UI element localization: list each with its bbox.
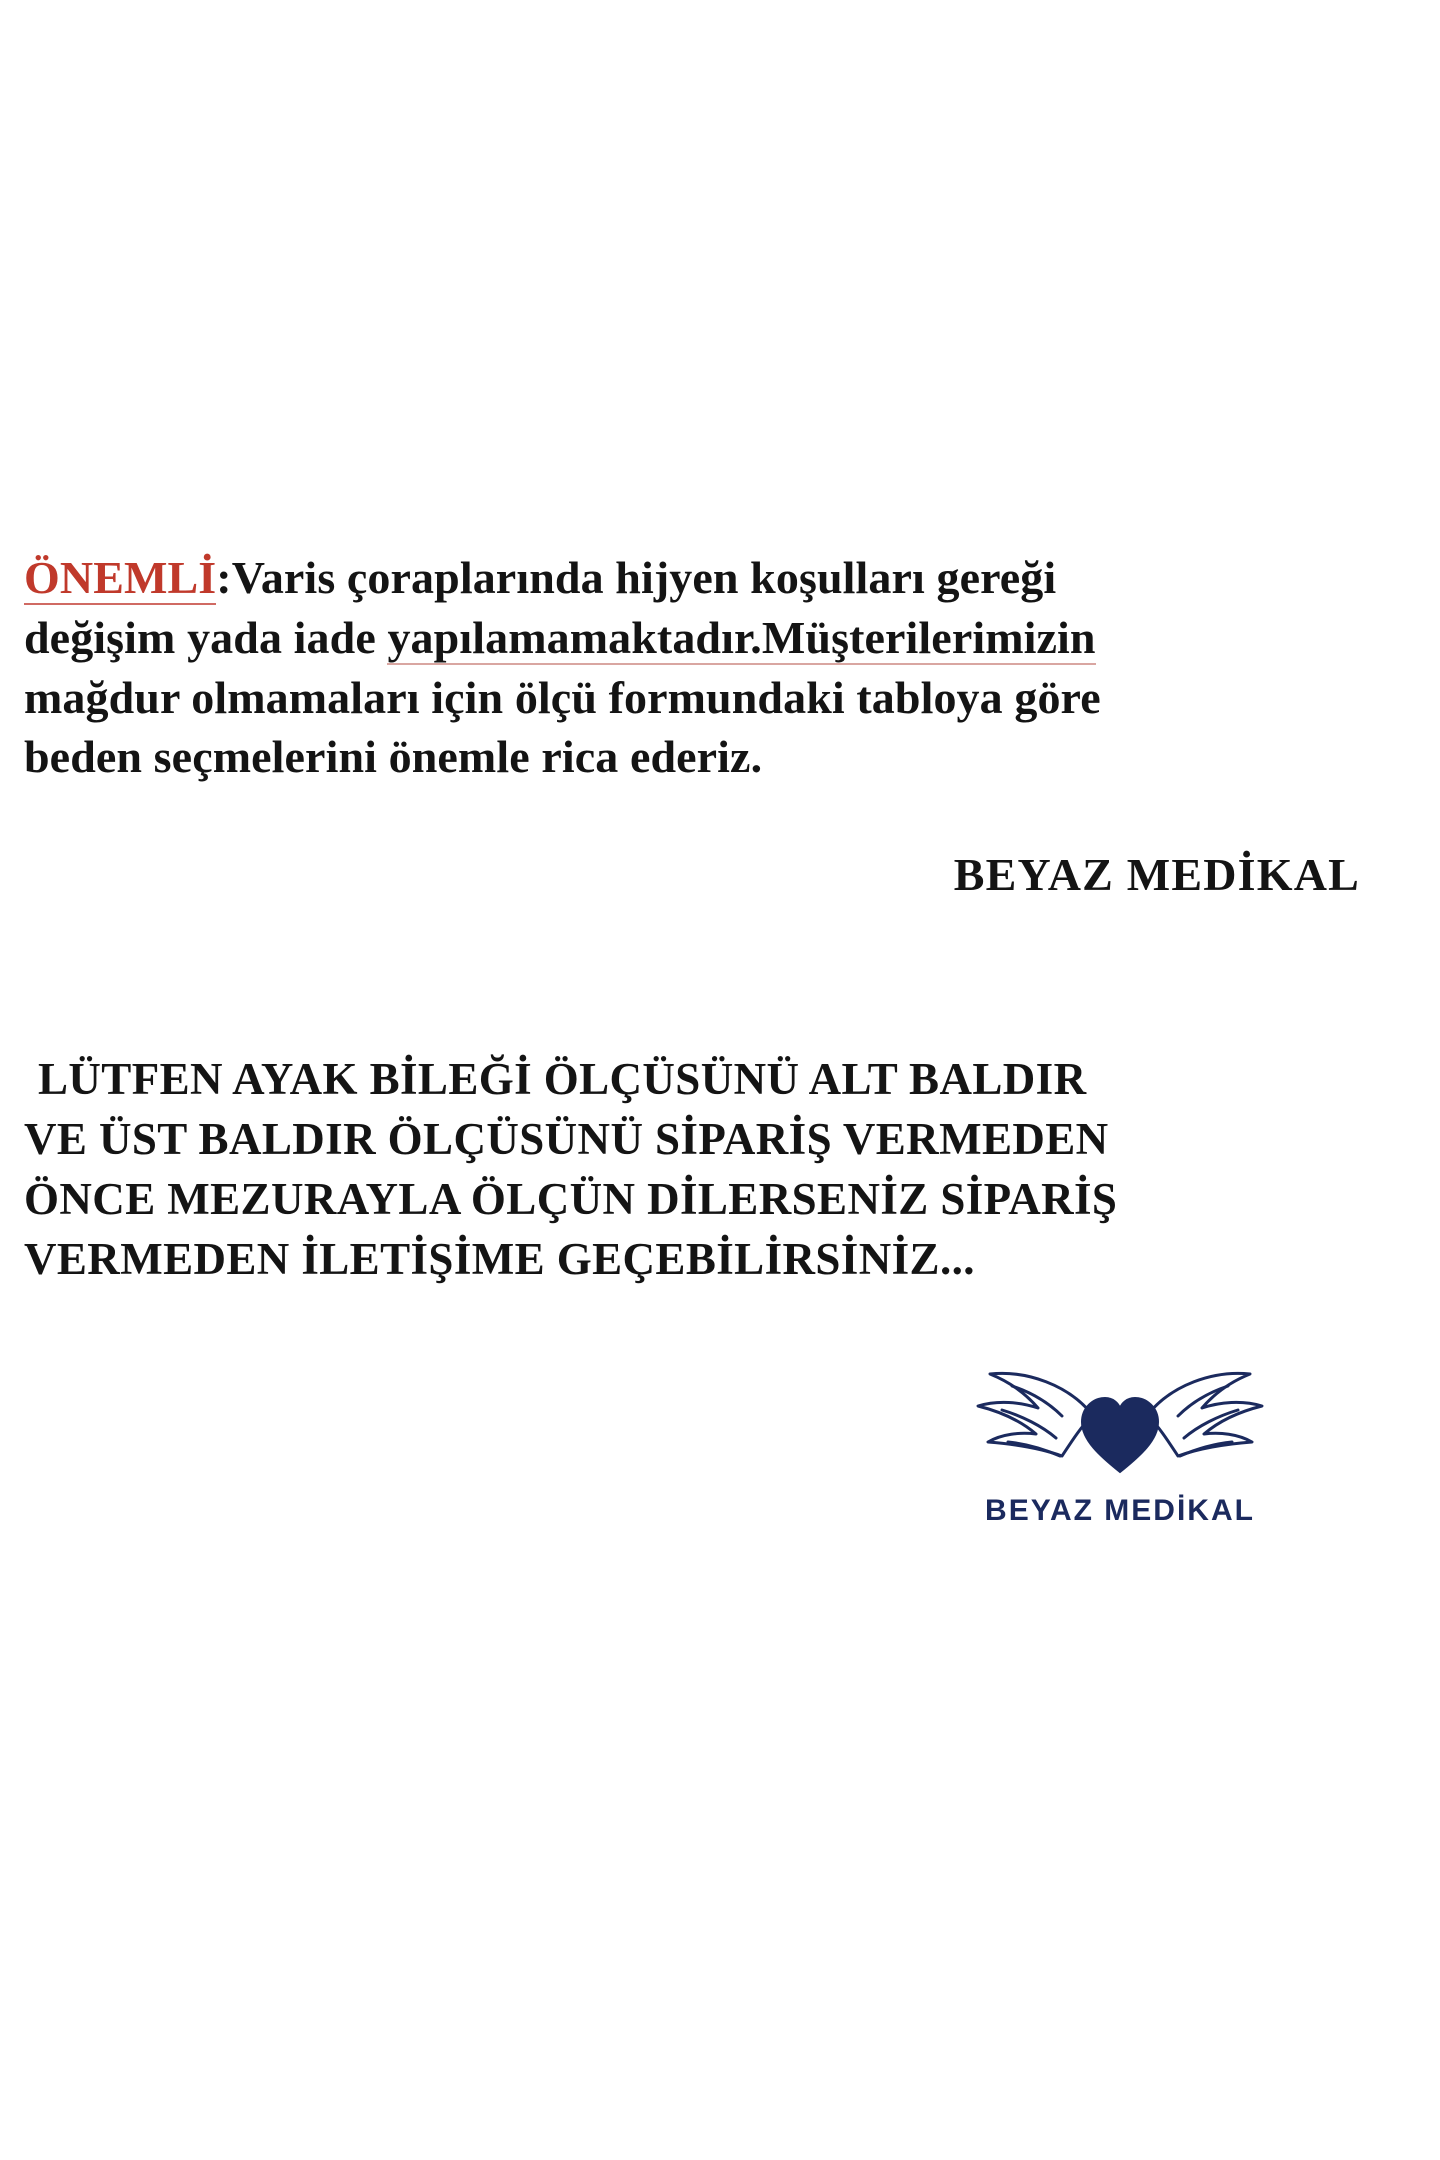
- instructions-line-1: LÜTFEN AYAK BİLEĞİ ÖLÇÜSÜNÜ ALT BALDIR: [38, 1054, 1087, 1104]
- notice-line-2-text-b: yapılamamaktadır.Müşterilerimizin: [387, 611, 1096, 663]
- instructions-line-3: ÖNCE MEZURAYLA ÖLÇÜN DİLERSENİZ SİPARİŞ: [24, 1173, 1118, 1224]
- winged-heart-icon: [950, 1360, 1290, 1490]
- brand-logo: [940, 1360, 1300, 1528]
- instructions-block: [24, 1050, 1344, 1289]
- notice-block: [24, 548, 1324, 787]
- notice-line-2-text-a: değişim yada iade: [24, 611, 388, 663]
- signature-text: BEYAZ MEDİKAL: [953, 849, 1360, 900]
- instructions-line-4: VERMEDEN İLETİŞİME GEÇEBİLİRSİNİZ...: [24, 1233, 975, 1284]
- notice-line-4: beden seçmelerini önemle rica ederiz.: [24, 731, 763, 783]
- notice-line-1: [24, 548, 1324, 608]
- notice-line-3: mağdur olmamaları için ölçü formundaki tabloya göre: [24, 671, 1101, 723]
- notice-line-1-text: Varis çoraplarında hijyen koşulları gereği: [231, 552, 1057, 603]
- notice-colon: :: [216, 552, 232, 603]
- notice-line-2: [24, 608, 1324, 668]
- important-label: ÖNEMLİ: [24, 552, 217, 603]
- brand-logo-text: BEYAZ MEDİKAL: [985, 1494, 1255, 1527]
- instructions-line-2: VE ÜST BALDIR ÖLÇÜSÜNÜ SİPARİŞ VERMEDEN: [24, 1113, 1109, 1164]
